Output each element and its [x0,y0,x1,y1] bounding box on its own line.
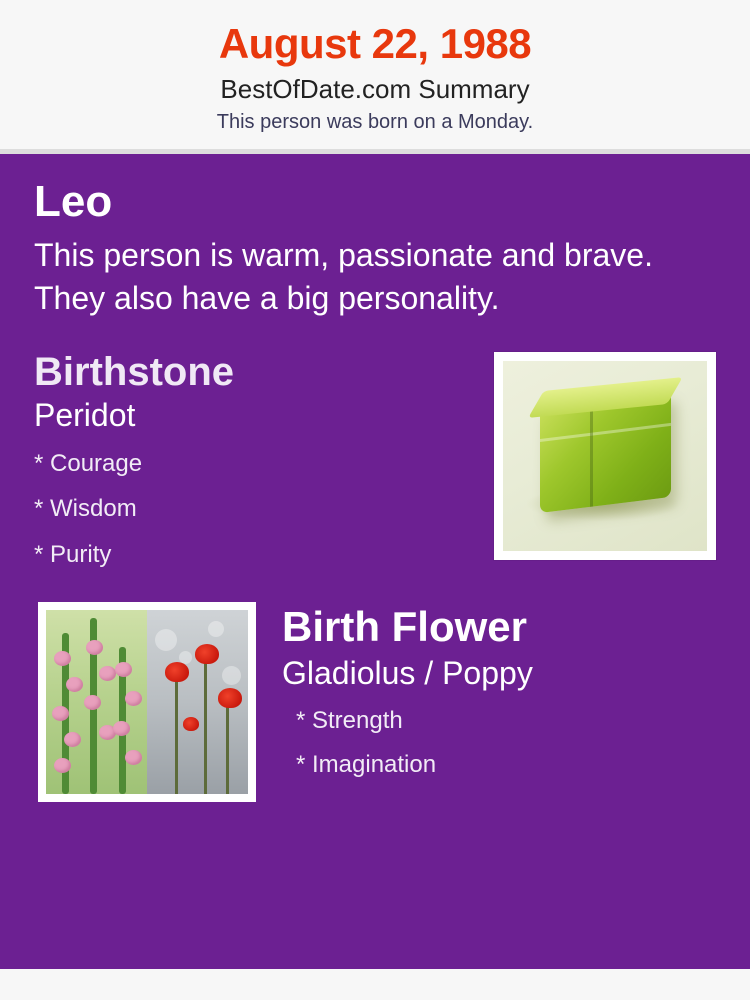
birth-day-of-week-text: This person was born on a Monday. [216,110,534,133]
birthflower-heading: Birth Flower [282,603,528,651]
birthflower-section [0,602,750,817]
gladiolus-photo [46,610,147,794]
gladiolus-bloom [54,758,71,773]
birthflower-trait: * Strength [296,706,403,734]
poppy-bloom [195,644,219,664]
page-title: August 22, 1988 [218,20,532,67]
peridot-photo-content [503,361,707,551]
bokeh-highlight [222,666,241,685]
gladiolus-bloom [66,677,83,692]
zodiac-sign-name: Leo [34,176,113,226]
poppy-bloom [165,662,189,682]
birthstone-trait: * Courage [34,449,143,477]
content-panel [0,154,750,969]
gladiolus-bloom [115,662,132,677]
gladiolus-bloom [125,750,142,765]
bokeh-highlight [155,629,177,651]
gladiolus-bloom [99,666,116,681]
poppy-stem [175,680,178,794]
gladiolus-bloom [113,721,130,736]
poppy-stem [226,702,229,794]
poppy-photo [147,610,248,794]
gladiolus-bloom [125,691,142,706]
bokeh-highlight [208,621,224,637]
birthflower-text [282,602,716,787]
birthstone-section [0,350,750,580]
birthflower-traits [282,699,716,788]
poppy-stem [204,662,207,794]
site-summary-label: BestOfDate.com Summary [220,74,530,105]
poppy-bloom [218,688,242,708]
gladiolus-bloom [84,695,101,710]
birthstone-image [494,352,716,560]
gladiolus-bloom [54,651,71,666]
gladiolus-bloom [86,640,103,655]
poppy-bloom [183,717,199,731]
birthstone-trait: * Wisdom [34,495,137,523]
zodiac-section [0,154,750,321]
gladiolus-bloom [64,732,81,747]
birthflower-image [38,602,256,802]
birthstone-trait: * Purity [34,541,112,569]
card-header [0,0,750,149]
zodiac-description: This person is warm, passionate and brave. They also have a big personality. [34,237,653,317]
birthstone-name: Peridot [34,397,136,434]
birthflower-name: Gladiolus / Poppy [282,654,533,691]
birthstone-heading: Birthstone [34,350,234,395]
flower-photo-content [46,610,248,794]
birthflower-trait: * Imagination [296,751,437,779]
